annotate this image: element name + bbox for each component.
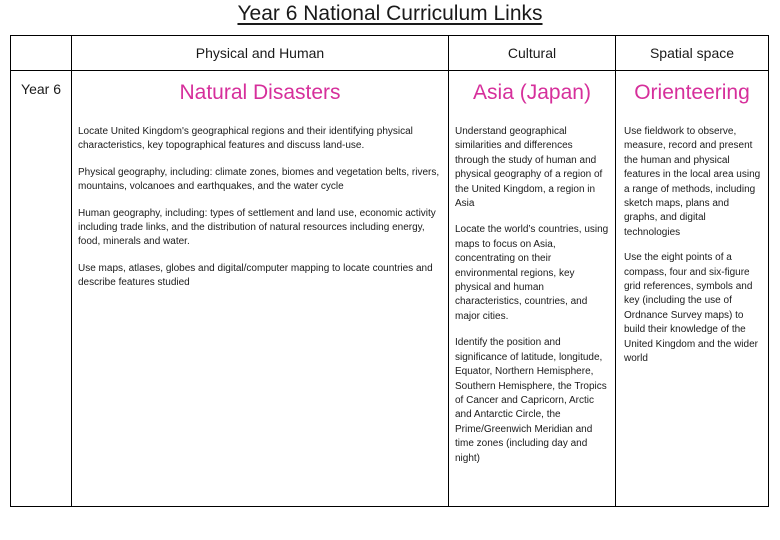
objective-text: Use maps, atlases, globes and digital/computer mapping to locate countries and describe features studied	[78, 262, 433, 289]
header-spatial-space: Spatial space	[616, 36, 769, 71]
row-label-year-6: Year 6	[11, 71, 72, 507]
page-title: Year 6 National Curriculum Links	[237, 2, 543, 25]
cultural-cell	[449, 71, 616, 507]
objective-text: Understand geographical similarities and differences through the study of human and physical geography of a region of the United Kingdom, a region in Asia	[455, 126, 603, 210]
physical-objectives	[72, 125, 448, 291]
header-cultural: Cultural	[449, 36, 616, 71]
spatial-objectives	[616, 125, 768, 367]
header-physical-human: Physical and Human	[72, 36, 449, 71]
spatial-cell	[616, 71, 769, 507]
subject-orienteering: Orienteering	[634, 81, 750, 104]
cultural-objectives	[449, 125, 615, 466]
header-empty-cell	[11, 36, 72, 71]
objective-text: Locate United Kingdom's geographical regions and their identifying physical characteristics, key topographical features and discuss land-use.	[78, 126, 413, 152]
objective-text: Human geography, including: types of settlement and land use, economic activity including trade links, and the distribution of natural resources including energy, food, minerals and water.	[78, 207, 436, 248]
year-6-row	[11, 71, 769, 507]
objective-text: Identify the position and significance of latitude, longitude, Equator, Northern Hemisphere, Southern Hemisphere, the Tropics of Cancer and Capricorn, Arctic and Antarctic Circle, the Prime/Greenwich Meridian and time zones (including day and night)	[455, 337, 607, 464]
subject-natural-disasters: Natural Disasters	[179, 81, 341, 104]
objective-text: Locate the world’s countries, using maps to focus on Asia, concentrating on their environmental regions, key physical and human characteristics, countries, and major cities.	[455, 224, 609, 322]
header-row	[11, 36, 769, 71]
subject-asia-japan: Asia (Japan)	[473, 81, 591, 104]
curriculum-table	[10, 35, 769, 507]
objective-text: Use fieldwork to observe, measure, record and present the human and physical features in the local area using a range of methods, including sketch maps, plans and graphs, and digital technologies	[624, 126, 761, 238]
physical-human-cell	[72, 71, 449, 507]
objective-text: Physical geography, including: climate zones, biomes and vegetation belts, rivers, mountains, volcanoes and earthquakes, and the water cycle	[78, 166, 440, 193]
objective-text: Use the eight points of a compass, four and six-figure grid references, symbols and key (including the use of Ordnance Survey maps) to build their knowledge of the United Kingdom and the wider world	[624, 252, 758, 365]
